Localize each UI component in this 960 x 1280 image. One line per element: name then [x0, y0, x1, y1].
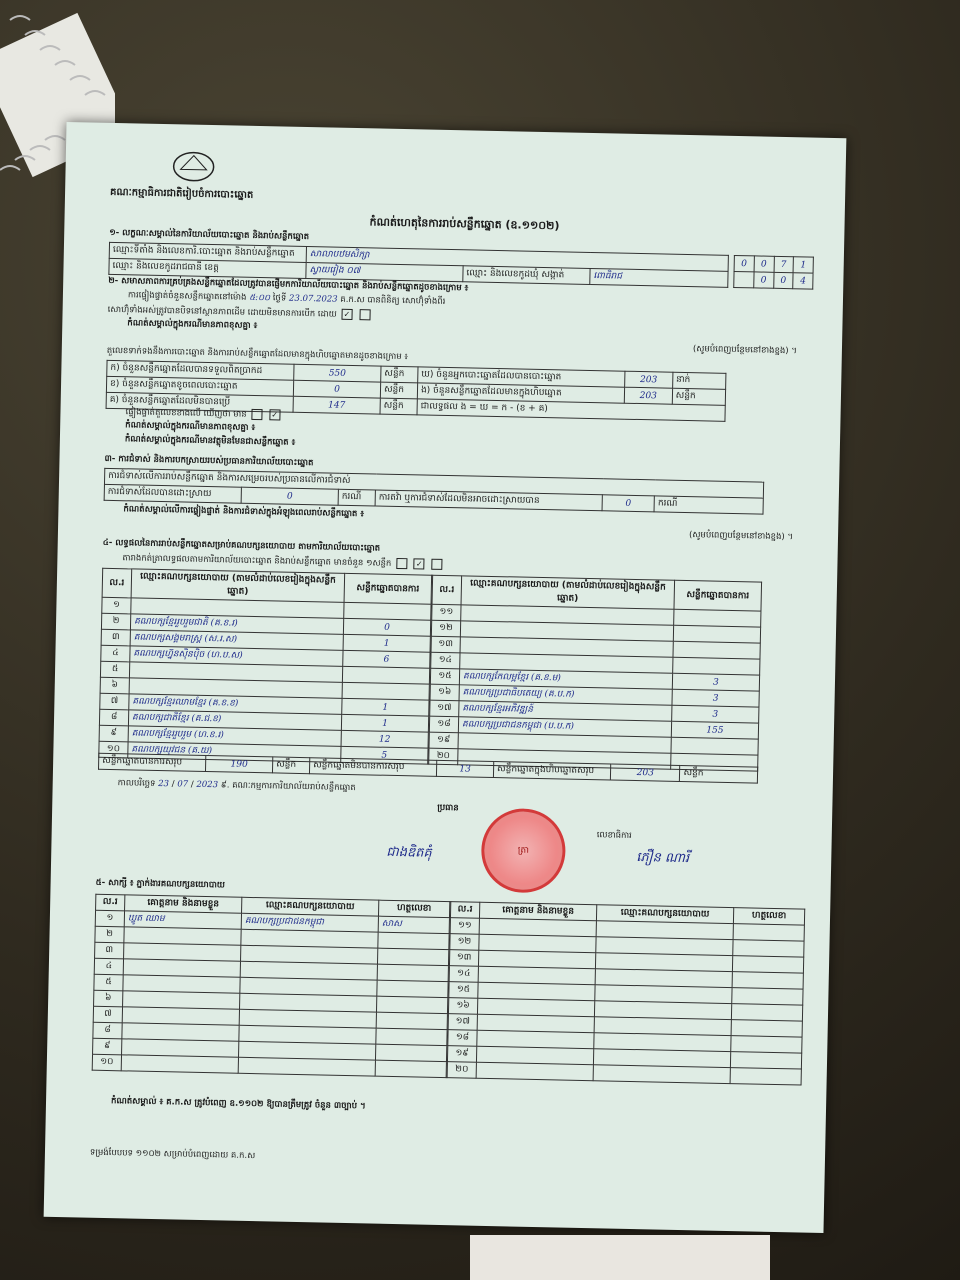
row-number: ១៦	[448, 998, 477, 1015]
location-value: សាលាបឋមសិក្សា	[306, 247, 728, 272]
difference-note-label: កំណត់សម្គាល់ក្នុងករណីមានភាពខុសគ្នា ៖	[127, 318, 258, 331]
total-invalid-value: 13	[436, 760, 493, 777]
org-line: គណៈកម្មាធិការជាតិរៀបចំការបោះឆ្នោត	[109, 186, 254, 201]
checkbox[interactable]	[431, 559, 442, 570]
code-digit: 0	[773, 272, 793, 288]
checkbox[interactable]	[251, 409, 262, 420]
row-number: ១៥	[449, 982, 478, 999]
vote-count	[673, 657, 760, 675]
col-name: គោត្តនាម និងនាមខ្លួន	[125, 895, 242, 913]
row-number: ៩	[99, 725, 128, 742]
empty-cell	[733, 924, 804, 941]
section3-heading: ៣- ការជំទាស់ និងការបកស្រាយរបស់ប្រធានការិយាល័យបោះឆ្នោត	[104, 453, 314, 469]
location-label: ឈ្មោះទីតាំង និងលេខការិ.បោះឆ្នោត និងរាប់សន្លឹកឆ្នោត	[109, 242, 306, 262]
voters-label: ឃ) ចំនួនអ្នកបោះឆ្នោតដែលបានបោះឆ្នោត	[418, 367, 625, 387]
empty-cell	[731, 1020, 802, 1037]
col-party: ឈ្មោះគណបក្សនយោបាយ	[596, 905, 733, 924]
objection-table-head: ការជំទាស់លើការរាប់សន្លឹកឆ្នោត និងការសម្រេចរបស់ប្រធានលើការជំទាស់	[104, 468, 763, 498]
row-number: ១៧	[430, 700, 459, 717]
vote-count	[342, 666, 429, 684]
col-no: ល.រ	[450, 902, 479, 919]
party-name: គណបក្សជាតិខ្មែរ (គ.ជ.ខ)	[128, 710, 341, 730]
total-valid-label: សន្លឹកឆ្នោតបានការសរុប	[99, 753, 206, 771]
empty-cell	[733, 940, 804, 957]
checkbox-checked[interactable]: ✓	[341, 309, 352, 320]
total-invalid-label: សន្លឹកឆ្នោតមិនបានការសរុប	[309, 758, 436, 777]
row-number: ៧	[93, 1006, 122, 1023]
checkbox[interactable]	[359, 309, 370, 320]
witness-name	[121, 1055, 238, 1073]
col-votes: សន្លឹកឆ្នោតបានការ	[344, 573, 432, 604]
results-table-right	[428, 575, 762, 772]
vote-count	[671, 737, 758, 755]
section5-heading: ៥- សាក្សី ៖ ភ្នាក់ងារគណបក្សនយោបាយ	[95, 877, 226, 891]
form-title: កំណត់ហេតុនៃការរាប់សន្លឹកឆ្នោត (ឧ.១១០២)	[369, 215, 560, 233]
row-number: ៩	[93, 1038, 122, 1055]
party-name: គណបក្សខ្មែរអភិវឌ្ឍន៍	[459, 701, 672, 721]
col-no: ល.រ	[102, 568, 132, 598]
vote-count	[673, 641, 760, 659]
col-party: ឈ្មោះគណបក្សនយោបាយ (តាមលំដាប់លេខរៀងក្នុងសន្លឹកឆ្នោត)	[461, 576, 675, 609]
voters-value: 203	[625, 371, 673, 388]
count-time-line: ការផ្ទៀងផ្ទាត់ចំនួនសន្លឹកឆ្នោតនៅម៉ោង ៥:០០ ថ្ងៃទី 23.07.2023 គ.ក.ស បានពិនិត្យ សោហ៊ុំទាំងពីរ	[127, 290, 446, 307]
footer-note: កំណត់សម្គាល់ ៖ គ.ក.ស ត្រូវបំពេញ ឧ.១១០២ ឱ្យបានត្រឹមត្រូវ ចំនួន ៣ច្បាប់ ។	[110, 1096, 366, 1112]
empty-cell	[730, 1068, 801, 1085]
witness-signature	[376, 1028, 447, 1045]
section4-intro: តារាងកត់ត្រាលទ្ធផលតាមការិយាល័យបោះឆ្នោត និងរាប់សន្លឹកឆ្នោត មានចំនួន ១សន្លឹក ✓	[122, 552, 444, 571]
party-name: គណបក្សខ្មែររួបរួមជាតិ (គ.ខ.រ)	[130, 614, 343, 634]
province-code: ០៧	[346, 265, 361, 277]
vote-count	[674, 609, 761, 627]
total-box-label: សន្លឹកឆ្នោតក្នុងហិបឆ្នោតសរុប	[493, 762, 610, 780]
empty-cell	[476, 1062, 593, 1080]
commune-value: ពោធិរាជ	[590, 268, 728, 287]
party-name: គណបក្សប្រជាធិបតេយ្យ (គ.ប.ក)	[459, 685, 672, 705]
unit: សន្លឹក	[380, 398, 417, 415]
row-number: ១១	[450, 918, 479, 935]
col-sign: ហត្ថលេខា	[378, 900, 449, 917]
bullet-foreign-objects: កំណត់សម្គាល់ក្នុងករណីមានវត្ថុមិនមែនជាសន្លឹកឆ្នោត ៖	[124, 434, 296, 448]
fill-note: (សូមបំពេញបន្ថែមនៅខាងខ្នង) ។	[692, 344, 798, 357]
col-party: ឈ្មោះគណបក្សនយោបាយ (តាមលំដាប់លេខរៀងក្នុងសន្លឹកឆ្នោត)	[131, 569, 345, 602]
row-number: ៤	[94, 958, 123, 975]
empty-cell	[732, 972, 803, 989]
seal-line: សោហ៊ុំទាំងអស់ត្រូវបានបិទនៅស្ថានភាពដើម ដោយមិនមានការបើក ដោយ ✓	[107, 304, 807, 331]
date-value: 23.07.2023	[288, 293, 338, 305]
row-number: ៦	[100, 677, 129, 694]
total-box-value: 203	[610, 764, 680, 781]
unit: សន្លឹក	[680, 765, 758, 783]
in-box-label: ង) ចំនួនសន្លឹកឆ្នោតដែលមានក្នុងហិបឆ្នោត	[417, 383, 624, 403]
row-number: ៦	[94, 990, 123, 1007]
witness-signature	[376, 1012, 447, 1029]
unused-label: គ) ចំនួនសន្លឹកឆ្នោតដែលមិនបានប្រើ	[106, 392, 293, 412]
checkbox[interactable]	[396, 558, 407, 569]
unit: សន្លឹក	[381, 366, 418, 383]
party-name: គណបក្សយុវជន (គ.យ)	[128, 742, 341, 762]
vote-count: 3	[672, 705, 759, 723]
official-stamp: ត្រា	[481, 808, 567, 894]
vote-count: 12	[341, 730, 428, 748]
vote-count: 3	[672, 673, 759, 691]
form-line: ទម្រង់បែបបទ ១១០២ សម្រាប់បំពេញដោយ គ.ក.ស	[89, 1147, 256, 1162]
section1-heading: ១- លក្ខណៈសម្គាល់នៃការិយាល័យបោះឆ្នោត និងរាប់សន្លឹកឆ្នោត	[109, 227, 310, 243]
total-valid-value: 190	[205, 756, 272, 773]
empty-cell	[731, 1004, 802, 1021]
row-number: ១២	[431, 620, 460, 637]
formula: ជាលទ្ធផល ង = ឃ = ក - (ខ + គ)	[417, 399, 725, 421]
fill-note: (សូមបំពេញបន្ថែមនៅខាងខ្នង) ។	[688, 530, 794, 543]
witness-name: ឃ្លូត ឈាម	[124, 911, 241, 929]
unit: សន្លឹក	[272, 757, 309, 774]
col-no: ល.រ	[96, 894, 125, 911]
commune-label: ឈ្មោះ និងលេខកូដឃុំ សង្កាត់	[463, 266, 590, 285]
row-number: ១១	[432, 604, 461, 621]
row-number: ១៧	[448, 1014, 477, 1031]
secretary-name: ភឿន ណារី	[636, 850, 690, 867]
row-number: ២០	[429, 748, 458, 765]
witness-party: គណបក្សប្រជាជនកម្ពុជា	[241, 913, 378, 932]
row-number: ៤	[101, 645, 130, 662]
code-digit: 0	[734, 255, 754, 271]
vote-count: 5	[341, 746, 428, 764]
witness-signature: សាស	[378, 916, 449, 933]
row-number: ១២	[450, 934, 479, 951]
code-digit: 1	[793, 257, 813, 273]
row-number: ១៥	[430, 668, 459, 685]
ballot-count-form-paper	[44, 122, 847, 1233]
witness-signature	[375, 1060, 446, 1077]
row-number: ១៣	[449, 950, 478, 967]
code-digit: 4	[793, 273, 813, 289]
empty-cell	[593, 1065, 730, 1084]
checkbox-checked[interactable]: ✓	[414, 558, 425, 569]
resolved-value: 0	[241, 487, 338, 505]
check-line: ផ្ទៀងផ្ទាត់តួលេខខាងលើ ឃើញថា មាន ✓	[125, 406, 282, 421]
vote-count: 6	[343, 650, 430, 668]
row-number: ១០	[99, 741, 128, 758]
unresolved-label: ការតវ៉ា ឬការជំទាស់ដែលមិនអាចដោះស្រាយបាន	[375, 490, 602, 511]
empty-cell	[732, 956, 803, 973]
paper-pile-edge	[470, 1235, 770, 1280]
row-number: ៨	[99, 709, 128, 726]
row-number: ២	[101, 613, 130, 630]
row-number: ១	[95, 910, 124, 927]
vote-count	[342, 682, 429, 700]
row-number: ១	[102, 597, 131, 614]
col-votes: សន្លឹកឆ្នោតបានការ	[674, 580, 762, 611]
witness-signature	[377, 980, 448, 997]
row-number: ៥	[94, 974, 123, 991]
empty-cell	[731, 1036, 802, 1053]
party-name: គណបក្សហ្វ៊ុនស៊ិនប៉ិច (ហ.ប.ស)	[130, 646, 343, 666]
objection-note: កំណត់សម្គាល់លើការផ្ទៀងផ្ទាត់ និងការជំទាស់ក្នុងអំឡុងពេលរាប់សន្លឹកឆ្នោត ៖	[123, 504, 365, 520]
vote-count	[673, 625, 760, 643]
bullet-difference: កំណត់សម្គាល់ក្នុងករណីមានភាពខុសគ្នា ៖	[125, 420, 256, 433]
items-intro: តួលេខទាក់ទងនឹងការបោះឆ្នោត និងការរាប់សន្លឹកឆ្នោតដែលមានក្នុងហិបឆ្នោតមានដូចខាងក្រោម ៖	[106, 345, 409, 363]
secretary-label: លេខាធិការ	[596, 830, 632, 841]
province-label: ឈ្មោះ និងលេខកូដរាជធានី ខេត្ត	[109, 258, 306, 278]
row-number: ១៩	[429, 732, 458, 749]
emblem-icon	[170, 149, 217, 184]
row-number: ៧	[100, 693, 129, 710]
witness-signature	[375, 1044, 446, 1061]
received-value: 550	[294, 364, 381, 382]
unit: ករណី	[338, 489, 375, 506]
col-no: ល.រ	[432, 575, 462, 605]
row-number: ១០	[92, 1054, 121, 1071]
code-boxes	[733, 255, 814, 290]
empty-cell	[730, 1052, 801, 1069]
vote-count	[344, 602, 431, 620]
section4-heading: ៤- លទ្ធផលនៃការរាប់សន្លឹកឆ្នោតសម្រាប់គណបក្សនយោបាយ តាមការិយាល័យបោះឆ្នោត	[102, 537, 381, 554]
code-digit: 7	[774, 256, 794, 272]
witness-table-left	[92, 894, 451, 1078]
witness-signature	[377, 948, 448, 965]
checkbox-checked[interactable]: ✓	[269, 409, 280, 420]
row-number: ១៨	[429, 716, 458, 733]
in-box-value: 203	[624, 387, 672, 404]
section2-heading: ២- សមាសភាពការគ្រប់គ្រងសន្លឹកឆ្នោតដែលត្រូវបានផ្ញើមកការិយាល័យបោះឆ្នោត និងរាប់សន្លឹកឆ្នោតដូចខាងក្រោម ៖	[108, 275, 469, 294]
party-name: គណបក្សកែលម្អខ្មែរ (គ.ខ.ម)	[459, 669, 672, 689]
row-number: ១៣	[431, 636, 460, 653]
date-month: 07	[177, 779, 189, 790]
witness-signature	[377, 964, 448, 981]
row-number: ១៨	[448, 1030, 477, 1047]
col-sign: ហត្ថលេខា	[733, 908, 804, 925]
row-number: ៣	[101, 629, 130, 646]
row-number: ១៩	[447, 1046, 476, 1063]
unit: សន្លឹក	[380, 382, 417, 399]
unresolved-value: 0	[602, 495, 654, 512]
chair-signature: ជាងឌិតគុំ	[386, 844, 432, 861]
spoiled-value: 0	[293, 380, 380, 398]
party-name: គណបក្សសង្គមរាស្ត្រ (ស.រ.ស)	[130, 630, 343, 650]
unused-value: 147	[293, 396, 380, 414]
date-year: 2023	[196, 779, 219, 791]
resolved-label: ការជំទាស់ដែលបានដោះស្រាយ	[104, 484, 241, 503]
col-name: គោត្តនាម និងនាមខ្លួន	[479, 902, 596, 920]
vote-count: 155	[671, 721, 758, 739]
row-number: ១៤	[431, 652, 460, 669]
spoiled-label: ខ) ចំនួនសន្លឹកឆ្នោតខូចពេលបោះឆ្នោត	[106, 376, 293, 396]
row-number: ១៤	[449, 966, 478, 983]
witness-table-right	[447, 901, 806, 1085]
row-number: ១៦	[430, 684, 459, 701]
date-line: កាលបរិច្ឆេទ 23 / 07 / 2023 ៩. គណៈកម្មការការិយាល័យរាប់សន្លឹកឆ្នោត	[117, 778, 356, 794]
code-digit: 0	[753, 272, 773, 288]
party-name: គណបក្សខ្មែរឈាមខ្មែរ (គ.ខ.ខ)	[129, 694, 342, 714]
province-value: ស្វាយរៀង	[309, 265, 344, 276]
vote-count: 1	[342, 698, 429, 716]
empty-cell	[732, 988, 803, 1005]
vote-count: 3	[672, 689, 759, 707]
results-table-left	[98, 568, 432, 765]
row-number: ៣	[95, 942, 124, 959]
time-value: ៥:០០	[249, 292, 271, 304]
vote-count: 1	[341, 714, 428, 732]
unit: សន្លឹក	[672, 388, 726, 405]
code-digit: 0	[754, 256, 774, 272]
party-name: គណបក្សខ្មែររួបរួម (ហ.ខ.រ)	[128, 726, 341, 746]
chair-label: ប្រធាន	[437, 802, 459, 814]
vote-count: 1	[343, 634, 430, 652]
date-day: 23	[158, 779, 170, 790]
witness-party	[238, 1057, 375, 1076]
party-name: គណបក្សប្រជាជនកម្ពុជា (ប.ប.ក)	[458, 717, 671, 737]
witness-signature	[376, 996, 447, 1013]
unit: ករណី	[654, 496, 763, 514]
vote-count: 0	[343, 618, 430, 636]
col-party: ឈ្មោះគណបក្សនយោបាយ	[242, 897, 379, 916]
unit: នាក់	[672, 372, 726, 389]
received-label: ក) ចំនួនសន្លឹកឆ្នោតដែលបានទទួលពិតប្រាកដ	[107, 360, 294, 380]
witness-signature	[378, 932, 449, 949]
row-number: ២	[95, 926, 124, 943]
row-number: ៥	[100, 661, 129, 678]
row-number: ៨	[93, 1022, 122, 1039]
row-number: ២០	[447, 1062, 476, 1079]
